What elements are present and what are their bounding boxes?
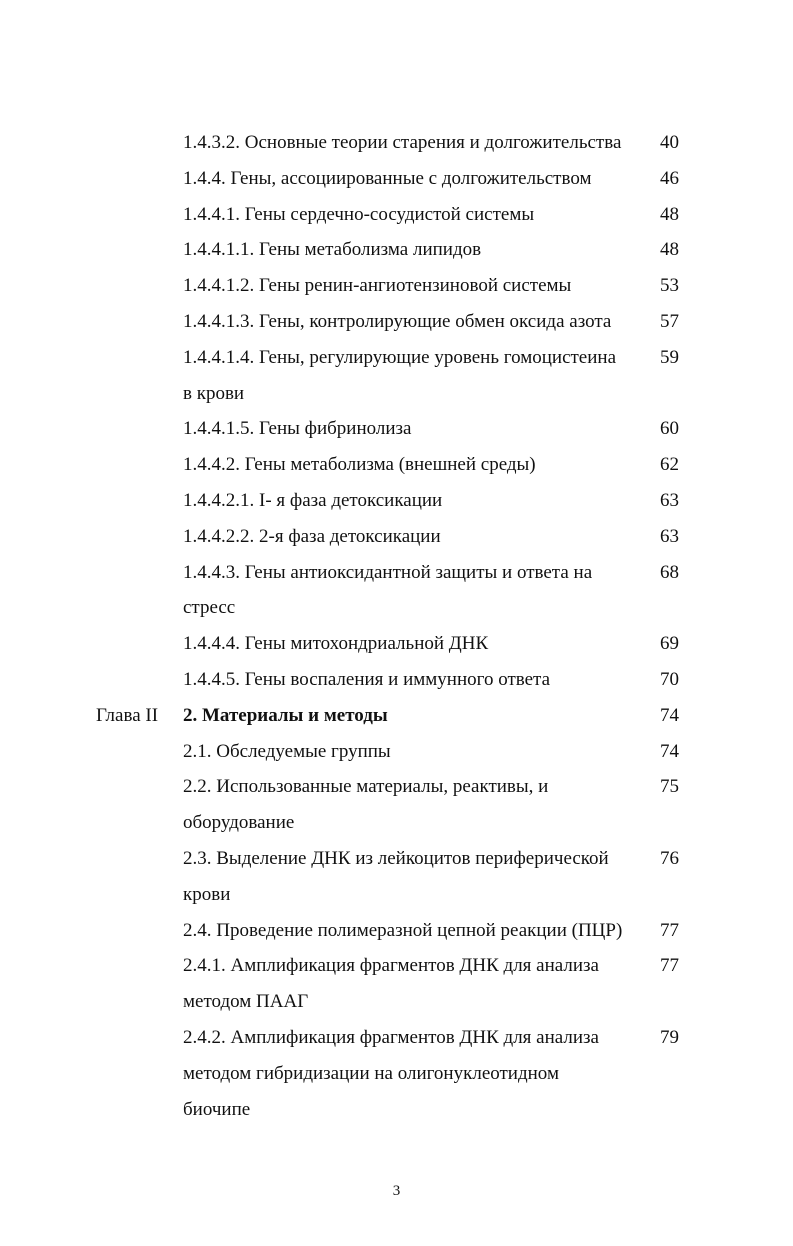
- toc-line: [0, 769, 793, 805]
- toc-line: [0, 197, 793, 233]
- page-number: 3: [392, 1183, 401, 1199]
- toc-line: [0, 1092, 793, 1128]
- toc-line: [0, 304, 793, 340]
- toc-entry-page: 76: [660, 847, 679, 869]
- toc-entry-text: 2.2. Использованные материалы, реактивы, и: [183, 776, 549, 798]
- toc-entry-page: 74: [660, 740, 679, 762]
- toc-entry-page: 77: [660, 919, 679, 941]
- toc-entry-text: в крови: [183, 382, 245, 404]
- toc-entry-page: 68: [660, 561, 679, 583]
- toc-line: [0, 877, 793, 913]
- toc-line: [0, 626, 793, 662]
- toc-entry-text: 1.4.4.1.3. Гены, контролирующие обмен оксида азота: [183, 310, 612, 332]
- toc-line: [0, 913, 793, 949]
- toc-entry-page: 53: [660, 275, 679, 297]
- toc-line: [0, 376, 793, 412]
- toc-line: [0, 447, 793, 483]
- toc-line: [0, 555, 793, 591]
- toc-line: [0, 984, 793, 1020]
- toc-line: [0, 519, 793, 555]
- toc-line: [0, 340, 793, 376]
- toc-entry-text: 1.4.4. Гены, ассоциированные с долгожительством: [183, 167, 592, 189]
- toc-entry-text: крови: [183, 883, 231, 905]
- toc-entry-text: 1.4.4.2. Гены метаболизма (внешней среды): [183, 454, 536, 476]
- toc-line: [0, 841, 793, 877]
- toc-entry-page: 63: [660, 525, 679, 547]
- toc-entry-text: 1.4.4.1.4. Гены, регулирующие уровень гомоцистеина: [183, 346, 617, 368]
- toc-entry-page: 77: [660, 955, 679, 977]
- toc-entry-text: 1.4.4.2.2. 2-я фаза детоксикации: [183, 525, 441, 547]
- toc-entry-page: 59: [660, 346, 679, 368]
- toc-chapter-line: [0, 698, 793, 734]
- toc-entry-page: 62: [660, 454, 679, 476]
- toc-entry-text: 2.4.2. Амплификация фрагментов ДНК для анализа: [183, 1026, 599, 1048]
- toc-entry-page: 57: [660, 310, 679, 332]
- toc-entry-page: 69: [660, 633, 679, 655]
- toc-entry-page: 48: [660, 239, 679, 261]
- toc-line: [0, 948, 793, 984]
- toc-line: [0, 411, 793, 447]
- toc-entry-text: 1.4.4.1.1. Гены метаболизма липидов: [183, 239, 482, 261]
- toc-entry-text: 1.4.4.2.1. I- я фаза детоксикации: [183, 489, 443, 511]
- toc-entry-text: 1.4.4.1.5. Гены фибринолиза: [183, 418, 412, 440]
- toc-entry-text: 2.4. Проведение полимеразной цепной реакции (ПЦР): [183, 919, 623, 941]
- toc-entry-page: 46: [660, 167, 679, 189]
- toc-entry-page: 40: [660, 132, 679, 153]
- toc-line: [0, 483, 793, 519]
- toc-entry-text: оборудование: [183, 812, 295, 834]
- toc-entry-text: 2.4.1. Амплификация фрагментов ДНК для анализа: [183, 955, 599, 977]
- toc-entry-text: 1.4.4.5. Гены воспаления и иммунного ответа: [183, 668, 551, 690]
- toc-entry-page: 79: [660, 1026, 679, 1048]
- toc-entry-text: 2.3. Выделение ДНК из лейкоцитов периферической: [183, 847, 609, 869]
- toc-entry-text: 1.4.4.1.2. Гены ренин-ангиотензиновой системы: [183, 275, 572, 297]
- toc-entry-page: 63: [660, 489, 679, 511]
- toc-line: [0, 161, 793, 197]
- toc-entry-page: 74: [660, 704, 679, 726]
- toc-entry-text: 1.4.4.4. Гены митохондриальной ДНК: [183, 633, 489, 655]
- toc-line: [0, 662, 793, 698]
- toc-entry-page: 75: [660, 776, 679, 798]
- toc-entry-text: 1.4.4.1. Гены сердечно-сосудистой системы: [183, 203, 535, 225]
- toc-entry-text: методом ПААГ: [183, 991, 309, 1013]
- toc-line: [0, 590, 793, 626]
- toc-entry-text: методом гибридизации на олигонуклеотидном: [183, 1062, 559, 1084]
- toc-entry-text: биочипе: [183, 1098, 251, 1120]
- toc-line: [0, 1056, 793, 1092]
- toc-line: [0, 805, 793, 841]
- toc-line: [0, 125, 793, 161]
- toc-entry-text: 2.1. Обследуемые группы: [183, 740, 391, 762]
- toc-line: [0, 232, 793, 268]
- toc-entry-page: 48: [660, 203, 679, 225]
- toc-entry-text: 1.4.4.3. Гены антиоксидантной защиты и ответа на: [183, 561, 593, 583]
- toc-entry-page: 60: [660, 418, 679, 440]
- table-of-contents: [0, 125, 793, 1127]
- toc-line: [0, 268, 793, 304]
- toc-entry-text: стресс: [183, 597, 236, 619]
- chapter-title: 2. Материалы и методы: [183, 704, 388, 726]
- chapter-label: Глава II: [96, 704, 159, 726]
- toc-line: [0, 1020, 793, 1056]
- toc-line: [0, 734, 793, 770]
- toc-entry-page: 70: [660, 668, 679, 690]
- toc-entry-text: 1.4.3.2. Основные теории старения и долгожительства: [183, 132, 622, 153]
